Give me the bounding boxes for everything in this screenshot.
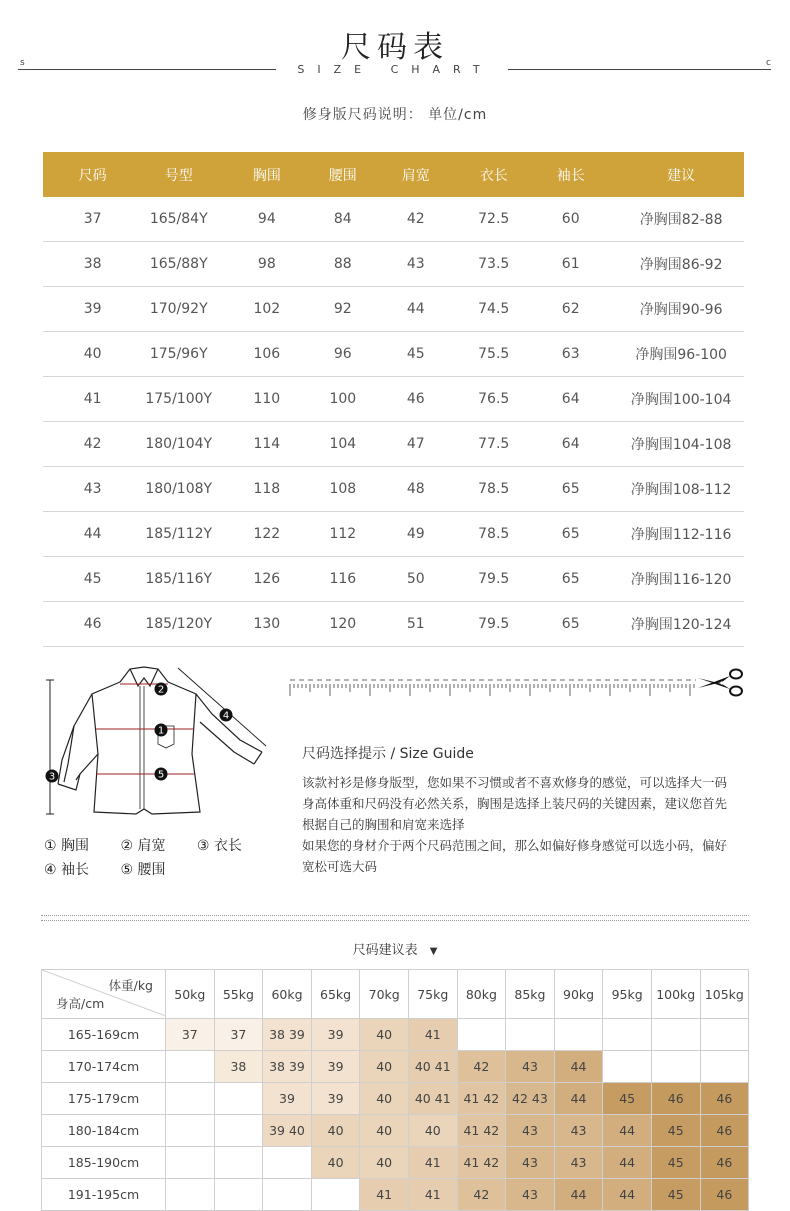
measure-legend xyxy=(44,835,284,879)
size-col-header: 尺码 xyxy=(43,152,142,197)
legend-sleeve: ④ 袖长 xyxy=(44,862,90,878)
size-cell: 净胸围82-88 xyxy=(618,197,744,242)
recommend-cell: 44 xyxy=(554,1051,603,1083)
weight-header: 50kg xyxy=(166,970,215,1019)
height-label: 175-179cm xyxy=(42,1083,166,1115)
size-cell: 84 xyxy=(319,197,368,242)
weight-header: 85kg xyxy=(506,970,555,1019)
recommend-cell: 46 xyxy=(700,1115,749,1147)
size-cell: 116 xyxy=(319,557,368,602)
size-cell: 78.5 xyxy=(464,512,523,557)
weight-header: 75kg xyxy=(408,970,457,1019)
size-cell: 77.5 xyxy=(464,422,523,467)
size-cell: 40 xyxy=(43,332,142,377)
size-cell: 净胸围112-116 xyxy=(618,512,744,557)
recommend-cell: 38 39 xyxy=(263,1019,312,1051)
size-cell: 72.5 xyxy=(464,197,523,242)
recommend-cell xyxy=(700,1051,749,1083)
recommend-cell xyxy=(554,1019,603,1051)
weight-header: 100kg xyxy=(651,970,700,1019)
height-label: 191-195cm xyxy=(42,1179,166,1211)
size-cell: 47 xyxy=(367,422,464,467)
recommend-table xyxy=(41,969,749,1211)
size-cell: 104 xyxy=(319,422,368,467)
weight-header: 80kg xyxy=(457,970,506,1019)
recommend-cell: 41 xyxy=(408,1179,457,1211)
size-cell: 126 xyxy=(215,557,318,602)
size-col-header: 腰围 xyxy=(319,152,368,197)
recommend-cell: 40 xyxy=(408,1115,457,1147)
recommend-cell: 40 xyxy=(311,1115,360,1147)
size-cell: 61 xyxy=(523,242,618,287)
size-cell: 180/108Y xyxy=(142,467,215,512)
corner-height: 身高/cm xyxy=(56,996,105,1011)
size-cell: 180/104Y xyxy=(142,422,215,467)
marker-4: 4 xyxy=(222,710,230,722)
size-col-header: 袖长 xyxy=(523,152,618,197)
recommend-title-text: 尺码建议表 xyxy=(352,943,418,958)
recommend-cell: 40 xyxy=(360,1083,409,1115)
weight-header: 60kg xyxy=(263,970,312,1019)
recommend-cell: 46 xyxy=(700,1083,749,1115)
recommend-cell: 39 xyxy=(311,1083,360,1115)
size-cell: 净胸围108-112 xyxy=(618,467,744,512)
size-cell: 45 xyxy=(367,332,464,377)
marker-2: 2 xyxy=(157,684,165,696)
size-cell: 130 xyxy=(215,602,318,647)
recommend-cell xyxy=(214,1115,263,1147)
size-cell: 74.5 xyxy=(464,287,523,332)
recommend-cell: 45 xyxy=(651,1147,700,1179)
marker-5: 5 xyxy=(157,769,165,781)
shirt-icon xyxy=(40,664,272,820)
recommend-cell xyxy=(506,1019,555,1051)
legend-waist: ⑤ 腰围 xyxy=(120,862,166,878)
weight-header: 105kg xyxy=(700,970,749,1019)
size-cell: 净胸围100-104 xyxy=(618,377,744,422)
size-col-header: 号型 xyxy=(142,152,215,197)
size-cell: 51 xyxy=(367,602,464,647)
recommend-cell: 39 40 xyxy=(263,1115,312,1147)
height-label: 180-184cm xyxy=(42,1115,166,1147)
recommend-cell: 44 xyxy=(603,1179,652,1211)
size-cell: 46 xyxy=(367,377,464,422)
size-cell: 122 xyxy=(215,512,318,557)
size-cell: 净胸围116-120 xyxy=(618,557,744,602)
size-cell: 44 xyxy=(43,512,142,557)
section-divider xyxy=(41,915,749,921)
recommend-cell xyxy=(651,1019,700,1051)
recommend-cell: 46 xyxy=(700,1179,749,1211)
size-cell: 63 xyxy=(523,332,618,377)
recommend-title xyxy=(0,939,790,958)
size-cell: 65 xyxy=(523,512,618,557)
recommend-header-row xyxy=(42,970,749,1019)
size-cell: 60 xyxy=(523,197,618,242)
size-cell: 102 xyxy=(215,287,318,332)
recommend-cell xyxy=(166,1051,215,1083)
recommend-cell: 43 xyxy=(506,1179,555,1211)
legend-chest: ① 胸围 xyxy=(44,838,90,854)
recommend-cell: 42 xyxy=(457,1051,506,1083)
size-row xyxy=(43,467,744,512)
guide-line: 根据自己的胸围和肩宽来选择 xyxy=(302,817,465,832)
recommend-cell: 41 42 xyxy=(457,1115,506,1147)
marker-3: 3 xyxy=(48,771,56,783)
size-cell: 92 xyxy=(319,287,368,332)
recommend-cell xyxy=(166,1083,215,1115)
size-cell: 118 xyxy=(215,467,318,512)
recommend-cell: 44 xyxy=(554,1179,603,1211)
recommend-cell: 44 xyxy=(603,1115,652,1147)
header-right-mark: c xyxy=(766,58,771,68)
size-cell: 120 xyxy=(319,602,368,647)
recommend-cell: 42 43 xyxy=(506,1083,555,1115)
recommend-cell xyxy=(651,1051,700,1083)
size-cell: 78.5 xyxy=(464,467,523,512)
recommend-cell xyxy=(214,1147,263,1179)
size-cell: 净胸围120-124 xyxy=(618,602,744,647)
size-row xyxy=(43,242,744,287)
header-left-mark: s xyxy=(20,58,25,68)
recommend-cell: 43 xyxy=(554,1147,603,1179)
size-cell: 65 xyxy=(523,602,618,647)
recommend-cell: 41 42 xyxy=(457,1147,506,1179)
size-cell: 165/88Y xyxy=(142,242,215,287)
size-cell: 43 xyxy=(43,467,142,512)
legend-shoulder: ② 肩宽 xyxy=(120,838,166,854)
weight-header: 70kg xyxy=(360,970,409,1019)
recommend-cell: 43 xyxy=(506,1147,555,1179)
size-col-header: 肩宽 xyxy=(367,152,464,197)
triangle-down-icon: ▼ xyxy=(429,946,438,957)
corner-weight: 体重/kg xyxy=(108,978,153,993)
size-table xyxy=(43,152,744,647)
guide-title: 尺码选择提示 / Size Guide xyxy=(302,746,474,762)
recommend-cell: 41 xyxy=(408,1019,457,1051)
size-cell: 112 xyxy=(319,512,368,557)
recommend-cell: 40 41 xyxy=(408,1051,457,1083)
recommend-row xyxy=(42,1051,749,1083)
recommend-cell: 46 xyxy=(651,1083,700,1115)
size-col-header: 胸围 xyxy=(215,152,318,197)
size-cell: 48 xyxy=(367,467,464,512)
recommend-row xyxy=(42,1179,749,1211)
recommend-cell xyxy=(603,1019,652,1051)
recommend-cell: 38 xyxy=(214,1051,263,1083)
recommend-cell xyxy=(166,1147,215,1179)
recommend-cell: 37 xyxy=(214,1019,263,1051)
size-cell: 108 xyxy=(319,467,368,512)
size-cell: 净胸围96-100 xyxy=(618,332,744,377)
recommend-cell: 43 xyxy=(554,1115,603,1147)
size-row xyxy=(43,512,744,557)
size-cell: 185/120Y xyxy=(142,602,215,647)
recommend-cell: 42 xyxy=(457,1179,506,1211)
recommend-cell: 41 42 xyxy=(457,1083,506,1115)
recommend-row xyxy=(42,1083,749,1115)
size-row xyxy=(43,422,744,467)
recommend-cell: 43 xyxy=(506,1115,555,1147)
recommend-cell: 40 41 xyxy=(408,1083,457,1115)
height-label: 165-169cm xyxy=(42,1019,166,1051)
weight-header: 95kg xyxy=(603,970,652,1019)
recommend-cell: 40 xyxy=(311,1147,360,1179)
size-cell: 165/84Y xyxy=(142,197,215,242)
weight-header: 90kg xyxy=(554,970,603,1019)
size-cell: 37 xyxy=(43,197,142,242)
size-cell: 75.5 xyxy=(464,332,523,377)
size-cell: 65 xyxy=(523,467,618,512)
size-cell: 45 xyxy=(43,557,142,602)
recommend-cell xyxy=(166,1179,215,1211)
size-table-body xyxy=(43,197,744,647)
recommend-cell: 40 xyxy=(360,1019,409,1051)
recommend-cell: 44 xyxy=(603,1147,652,1179)
size-cell: 73.5 xyxy=(464,242,523,287)
size-cell: 96 xyxy=(319,332,368,377)
recommend-cell: 43 xyxy=(506,1051,555,1083)
recommend-row xyxy=(42,1019,749,1051)
size-cell: 175/96Y xyxy=(142,332,215,377)
recommend-cell xyxy=(214,1083,263,1115)
size-cell: 88 xyxy=(319,242,368,287)
guide-line: 如果您的身材介于两个尺码范围之间，那么如偏好修身感觉可以选小码，偏好 xyxy=(302,838,728,853)
corner-cell xyxy=(42,970,166,1019)
legend-length: ③ 衣长 xyxy=(196,838,242,854)
size-cell: 114 xyxy=(215,422,318,467)
size-row xyxy=(43,197,744,242)
guide-line: 身高体重和尺码没有必然关系，胸围是选择上装尺码的关键因素，建议您首先 xyxy=(302,796,728,811)
page-subtitle: SIZE CHART xyxy=(297,63,493,76)
size-cell: 41 xyxy=(43,377,142,422)
size-row xyxy=(43,287,744,332)
size-cell: 100 xyxy=(319,377,368,422)
size-cell: 76.5 xyxy=(464,377,523,422)
guide-text xyxy=(302,772,747,877)
recommend-cell xyxy=(214,1179,263,1211)
recommend-cell xyxy=(603,1051,652,1083)
recommend-row xyxy=(42,1147,749,1179)
recommend-row xyxy=(42,1115,749,1147)
recommend-cell xyxy=(700,1019,749,1051)
recommend-cell: 41 xyxy=(360,1179,409,1211)
size-col-header: 建议 xyxy=(618,152,744,197)
size-cell: 175/100Y xyxy=(142,377,215,422)
size-cell: 50 xyxy=(367,557,464,602)
size-cell: 64 xyxy=(523,377,618,422)
recommend-cell: 40 xyxy=(360,1115,409,1147)
recommend-cell: 38 39 xyxy=(263,1051,312,1083)
size-cell: 39 xyxy=(43,287,142,332)
size-row xyxy=(43,557,744,602)
size-col-header: 衣长 xyxy=(464,152,523,197)
scissors-icon xyxy=(696,664,746,700)
recommend-cell: 44 xyxy=(554,1083,603,1115)
recommend-cell: 41 xyxy=(408,1147,457,1179)
weight-header: 55kg xyxy=(214,970,263,1019)
ruler-icon xyxy=(288,672,698,708)
recommend-cell xyxy=(457,1019,506,1051)
size-cell: 44 xyxy=(367,287,464,332)
size-cell: 64 xyxy=(523,422,618,467)
height-label: 170-174cm xyxy=(42,1051,166,1083)
size-cell: 94 xyxy=(215,197,318,242)
recommend-cell xyxy=(166,1115,215,1147)
size-cell: 38 xyxy=(43,242,142,287)
size-row xyxy=(43,602,744,647)
size-row xyxy=(43,332,744,377)
size-cell: 净胸围86-92 xyxy=(618,242,744,287)
size-cell: 46 xyxy=(43,602,142,647)
size-cell: 49 xyxy=(367,512,464,557)
size-table-header xyxy=(43,152,744,197)
size-cell: 170/92Y xyxy=(142,287,215,332)
page-title: 尺码表 xyxy=(341,30,449,65)
recommend-cell: 46 xyxy=(700,1147,749,1179)
size-cell: 79.5 xyxy=(464,602,523,647)
recommend-cell xyxy=(311,1179,360,1211)
size-cell: 43 xyxy=(367,242,464,287)
recommend-cell xyxy=(263,1147,312,1179)
size-cell: 185/112Y xyxy=(142,512,215,557)
size-cell: 79.5 xyxy=(464,557,523,602)
size-cell: 62 xyxy=(523,287,618,332)
recommend-cell: 39 xyxy=(263,1083,312,1115)
unit-description: 修身版尺码说明： 单位/cm xyxy=(302,107,488,123)
height-label: 185-190cm xyxy=(42,1147,166,1179)
size-cell: 净胸围104-108 xyxy=(618,422,744,467)
recommend-cell: 37 xyxy=(166,1019,215,1051)
size-cell: 185/116Y xyxy=(142,557,215,602)
recommend-cell: 40 xyxy=(360,1051,409,1083)
guide-line: 该款衬衫是修身版型，您如果不习惯或者不喜欢修身的感觉，可以选择大一码 xyxy=(302,775,728,790)
recommend-cell: 40 xyxy=(360,1147,409,1179)
recommend-cell: 45 xyxy=(651,1115,700,1147)
size-cell: 净胸围90-96 xyxy=(618,287,744,332)
size-cell: 110 xyxy=(215,377,318,422)
size-cell: 106 xyxy=(215,332,318,377)
size-row xyxy=(43,377,744,422)
guide-line: 宽松可选大码 xyxy=(302,859,378,874)
size-cell: 42 xyxy=(43,422,142,467)
size-cell: 65 xyxy=(523,557,618,602)
recommend-cell: 39 xyxy=(311,1051,360,1083)
size-cell: 42 xyxy=(367,197,464,242)
recommend-cell xyxy=(263,1179,312,1211)
size-cell: 98 xyxy=(215,242,318,287)
recommend-cell: 45 xyxy=(603,1083,652,1115)
recommend-cell: 39 xyxy=(311,1019,360,1051)
recommend-cell: 45 xyxy=(651,1179,700,1211)
weight-header: 65kg xyxy=(311,970,360,1019)
marker-1: 1 xyxy=(157,725,165,737)
